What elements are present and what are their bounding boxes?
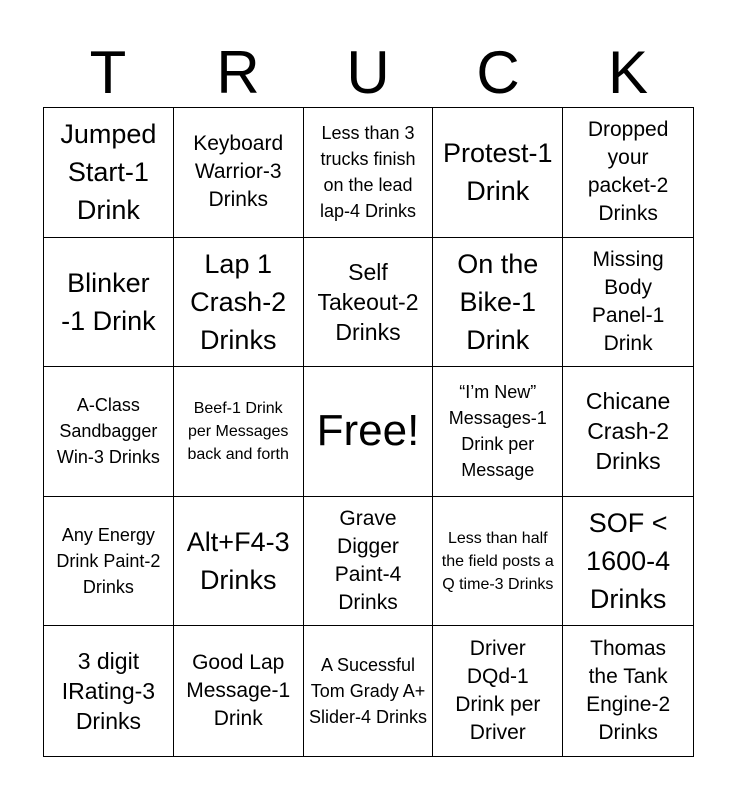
bingo-cell[interactable] (44, 367, 174, 497)
bingo-cell[interactable] (44, 108, 174, 238)
cell-text: Missing Body Panel-1 Drink (591, 247, 665, 355)
bingo-cell[interactable] (304, 108, 434, 238)
cell-text: “I’m New” Messages-1 Drink per Message (448, 382, 547, 481)
cell-text: Driver DQd-1 Drink per Driver (455, 637, 541, 745)
cell-text: Less than 3 trucks finish on the lead lap-4 Drinks (319, 123, 416, 222)
bingo-cell[interactable] (433, 108, 563, 238)
cell-text: On the Bike-1 Drink (457, 248, 539, 355)
bingo-cell[interactable] (174, 238, 304, 368)
cell-text: Dropped your packet-2 Drinks (587, 118, 669, 226)
bingo-cell[interactable] (304, 238, 434, 368)
bingo-cell[interactable] (563, 238, 693, 368)
bingo-cell[interactable] (433, 626, 563, 756)
cell-text: Protest-1 Drink (443, 138, 553, 207)
cell-text: SOF < 1600-4 Drinks (586, 508, 671, 615)
cell-text: 3 digit IRating-3 Drinks (61, 648, 156, 735)
bingo-cell[interactable] (174, 497, 304, 627)
free-space-text: Free! (316, 406, 420, 456)
bingo-cell[interactable] (563, 626, 693, 756)
bingo-cell[interactable] (304, 626, 434, 756)
header-letter-c: C (476, 39, 520, 106)
bingo-cell[interactable] (44, 238, 174, 368)
cell-text: Lap 1 Crash-2 Drinks (190, 248, 287, 355)
bingo-cell[interactable] (174, 367, 304, 497)
bingo-cell[interactable] (563, 367, 693, 497)
bingo-cell[interactable] (563, 497, 693, 627)
header-letter-k: K (607, 39, 649, 106)
bingo-cell[interactable] (433, 238, 563, 368)
header-letter-t: T (89, 39, 127, 106)
cell-text: Thomas the Tank Engine-2 Drinks (586, 637, 671, 745)
cell-text: Jumped Start-1 Drink (60, 119, 157, 226)
cell-text: A Sucessful Tom Grady A+ Slider-4 Drinks (308, 655, 427, 728)
cell-text: Beef-1 Drink per Messages back and forth (187, 399, 289, 463)
bingo-cell[interactable] (433, 367, 563, 497)
bingo-cell[interactable] (44, 497, 174, 627)
bingo-header (43, 40, 693, 106)
bingo-board (43, 107, 694, 757)
cell-text: Alt+F4-3 Drinks (186, 527, 290, 596)
bingo-cell[interactable] (174, 108, 304, 238)
header-letter-u: U (346, 39, 390, 106)
free-space-cell[interactable] (304, 367, 434, 497)
bingo-cell[interactable] (44, 626, 174, 756)
bingo-cell[interactable] (174, 626, 304, 756)
cell-text: Keyboard Warrior-3 Drinks (193, 132, 284, 212)
cell-text: Grave Digger Paint-4 Drinks (334, 507, 402, 615)
bingo-cell[interactable] (433, 497, 563, 627)
cell-text: Chicane Crash-2 Drinks (585, 388, 671, 475)
bingo-cell[interactable] (304, 497, 434, 627)
cell-text: Good Lap Message-1 Drink (186, 651, 291, 731)
cell-text: Any Energy Drink Paint-2 Drinks (56, 525, 161, 598)
header-letter-r: R (216, 39, 260, 106)
cell-text: Self Takeout-2 Drinks (317, 258, 419, 345)
cell-text: A-Class Sandbagger Win-3 Drinks (56, 395, 160, 468)
bingo-cell[interactable] (563, 108, 693, 238)
cell-text: Blinker -1 Drink (61, 267, 156, 336)
cell-text: Less than half the field posts a Q time-3 Drinks (441, 529, 554, 593)
